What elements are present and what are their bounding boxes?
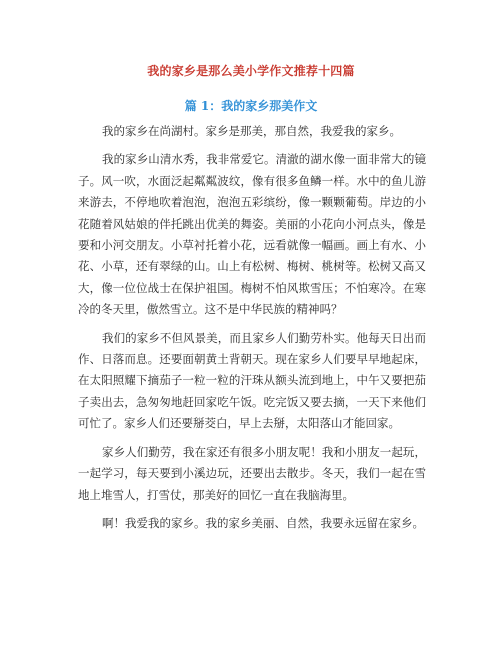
paragraph: 我们的家乡不但风景美，而且家乡人们勤劳朴实。他每天日出而作、日落而息。还要面朝黄土背朝天。现在家乡人们要早早地起床，在太阳照耀下摘茄子一粒一粒的汗珠从额头流到地上，中午又要把茄子卖出去，急匆匆地赶回家吃午饭。吃完饭又要去摘，一天下来他们可忙了。家乡人们还要掰茭白，早上去掰，太阳落山才能回家。: [78, 330, 426, 431]
paragraph: 我的家乡在尚湖村。家乡是那美，那自然，我爱我的家乡。: [102, 124, 401, 138]
paragraph: 我的家乡山清水秀，我非常爱它。清澈的湖水像一面非常大的镜子。风一吹，水面泛起粼粼波纹，像有很多鱼鳞一样。水中的鱼儿游来游去，不停地吹着泡泡，泡泡五彩缤纷，像一颗颗葡萄。岸边的小花随着风姑娘的伴托跳出优美的舞姿。美丽的小花向小河点头，像是要和小河交朋友。小草衬托着小花，远看就像一幅画。画上有水、小花、小草，还有翠绿的山。山上有松树、梅树、桃树等。松树又高又大，像一位位战士在保护祖国。梅树不怕风欺雪压；不怕寒冷。在寒冷的冬天里，傲然雪立。这不是中华民族的精神吗？: [78, 152, 426, 317]
paragraph: 啊！我爱我的家乡。我的家乡美丽、自然，我要永远留在家乡。: [102, 515, 424, 530]
article-body: [78, 121, 426, 541]
section-title: 篇 1：我的家乡那美作文: [184, 99, 318, 113]
document-title: 我的家乡是那么美小学作文推荐十四篇: [147, 64, 355, 78]
paragraph: 家乡人们勤劳，我在家还有很多小朋友呢！我和小朋友一起玩，一起学习，每天要到小溪边玩，还要出去散步。冬天，我们一起在雪地上堆雪人，打雪仗，那美好的回忆一直在我脑海里。: [78, 444, 426, 502]
